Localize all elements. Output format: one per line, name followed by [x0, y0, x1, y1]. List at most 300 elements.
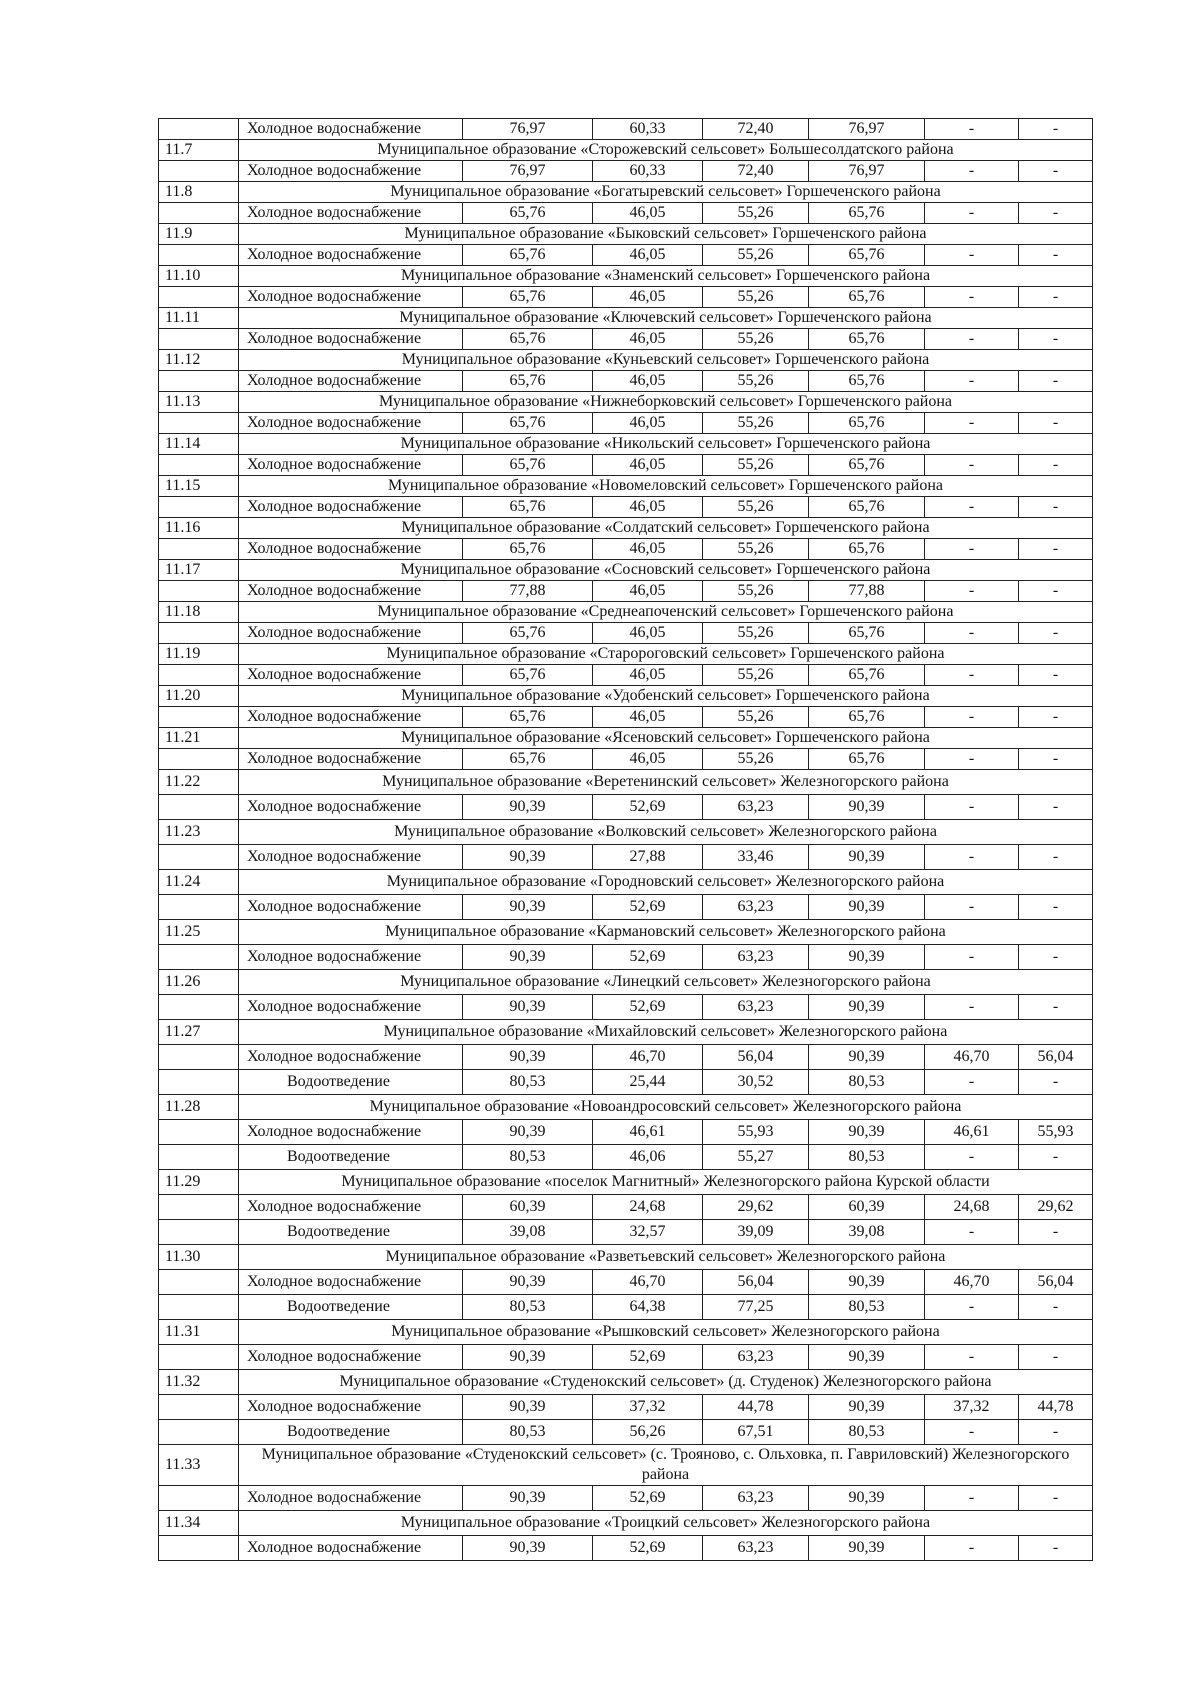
tariff-value-5: - — [925, 119, 1019, 140]
section-number: 11.32 — [159, 1370, 239, 1395]
section-number: 11.22 — [159, 770, 239, 795]
tariff-value-2: 25,44 — [593, 1070, 703, 1095]
tariff-value-1: 65,76 — [463, 539, 593, 560]
tariff-value-4: 65,76 — [809, 665, 925, 686]
service-row — [159, 995, 1093, 1020]
tariff-value-6: - — [1019, 665, 1093, 686]
tariff-value-4: 65,76 — [809, 455, 925, 476]
tariff-value-2: 64,38 — [593, 1295, 703, 1320]
tariff-value-6: - — [1019, 707, 1093, 728]
tariff-value-5: - — [925, 795, 1019, 820]
tariff-value-1: 77,88 — [463, 581, 593, 602]
service-name: Холодное водоснабжение — [239, 245, 463, 266]
service-name: Холодное водоснабжение — [239, 455, 463, 476]
empty-number-cell — [159, 371, 239, 392]
empty-number-cell — [159, 1486, 239, 1511]
section-header-row — [159, 770, 1093, 795]
tariff-value-2: 52,69 — [593, 895, 703, 920]
tariff-value-6: - — [1019, 119, 1093, 140]
section-number: 11.28 — [159, 1095, 239, 1120]
municipality-title: Муниципальное образование «Ясеновский сельсовет» Горшеченского района — [239, 728, 1093, 749]
service-row — [159, 497, 1093, 518]
tariff-value-1: 80,53 — [463, 1070, 593, 1095]
tariff-value-2: 46,05 — [593, 413, 703, 434]
service-name: Водоотведение — [239, 1070, 463, 1095]
service-row — [159, 1145, 1093, 1170]
service-row — [159, 1120, 1093, 1145]
tariff-value-5: - — [925, 749, 1019, 770]
tariff-value-4: 90,39 — [809, 1345, 925, 1370]
empty-number-cell — [159, 497, 239, 518]
tariff-value-3: 55,26 — [703, 203, 809, 224]
empty-number-cell — [159, 1070, 239, 1095]
service-row — [159, 1486, 1093, 1511]
tariff-value-5: - — [925, 665, 1019, 686]
tariff-value-2: 52,69 — [593, 945, 703, 970]
tariff-value-2: 60,33 — [593, 161, 703, 182]
empty-number-cell — [159, 623, 239, 644]
municipality-title: Муниципальное образование «Новомеловский сельсовет» Горшеченского района — [239, 476, 1093, 497]
tariff-value-4: 65,76 — [809, 749, 925, 770]
section-header-row — [159, 1370, 1093, 1395]
empty-number-cell — [159, 995, 239, 1020]
tariff-value-3: 67,51 — [703, 1420, 809, 1445]
tariff-value-6: - — [1019, 581, 1093, 602]
tariff-value-4: 80,53 — [809, 1145, 925, 1170]
tariff-value-6: - — [1019, 371, 1093, 392]
section-number: 11.26 — [159, 970, 239, 995]
section-header-row — [159, 434, 1093, 455]
tariff-value-5: - — [925, 707, 1019, 728]
tariff-value-2: 60,33 — [593, 119, 703, 140]
tariff-value-6: - — [1019, 1486, 1093, 1511]
tariff-value-1: 80,53 — [463, 1295, 593, 1320]
service-name: Холодное водоснабжение — [239, 329, 463, 350]
empty-number-cell — [159, 203, 239, 224]
tariff-value-4: 65,76 — [809, 497, 925, 518]
service-name: Холодное водоснабжение — [239, 1486, 463, 1511]
municipality-title: Муниципальное образование «Кармановский сельсовет» Железногорского района — [239, 920, 1093, 945]
service-row — [159, 455, 1093, 476]
empty-number-cell — [159, 119, 239, 140]
tariff-value-1: 65,76 — [463, 245, 593, 266]
tariff-table-body — [159, 119, 1093, 1561]
tariff-value-5: - — [925, 995, 1019, 1020]
tariff-value-2: 46,05 — [593, 623, 703, 644]
tariff-value-5: - — [925, 1070, 1019, 1095]
tariff-value-2: 46,05 — [593, 665, 703, 686]
tariff-value-1: 65,76 — [463, 371, 593, 392]
service-row — [159, 1195, 1093, 1220]
tariff-value-4: 65,76 — [809, 203, 925, 224]
service-row — [159, 1070, 1093, 1095]
tariff-value-5: - — [925, 1345, 1019, 1370]
tariff-value-1: 65,76 — [463, 329, 593, 350]
tariff-value-4: 90,39 — [809, 845, 925, 870]
section-number: 11.25 — [159, 920, 239, 945]
service-row — [159, 371, 1093, 392]
municipality-title: Муниципальное образование «Старороговский сельсовет» Горшеченского района — [239, 644, 1093, 665]
tariff-value-3: 39,09 — [703, 1220, 809, 1245]
tariff-value-3: 55,26 — [703, 287, 809, 308]
municipality-title: Муниципальное образование «Никольский сельсовет» Горшеченского района — [239, 434, 1093, 455]
tariff-value-6: - — [1019, 945, 1093, 970]
tariff-value-5: - — [925, 1295, 1019, 1320]
municipality-title: Муниципальное образование «Сосновский сельсовет» Горшеченского района — [239, 560, 1093, 581]
section-number: 11.10 — [159, 266, 239, 287]
tariff-value-5: - — [925, 1420, 1019, 1445]
empty-number-cell — [159, 581, 239, 602]
municipality-title: Муниципальное образование «Ключевский сельсовет» Горшеченского района — [239, 308, 1093, 329]
section-number: 11.18 — [159, 602, 239, 623]
tariff-value-2: 46,61 — [593, 1120, 703, 1145]
municipality-title: Муниципальное образование «Студенокский сельсовет» (с. Трояново, с. Ольховка, п. Гавриловский) Железногорского района — [239, 1445, 1093, 1486]
tariff-value-3: 63,23 — [703, 1345, 809, 1370]
service-row — [159, 1295, 1093, 1320]
tariff-value-5: - — [925, 1536, 1019, 1561]
tariff-value-4: 65,76 — [809, 245, 925, 266]
municipality-title: Муниципальное образование «Солдатский сельсовет» Горшеченского района — [239, 518, 1093, 539]
tariff-value-6: - — [1019, 1070, 1093, 1095]
section-header-row — [159, 182, 1093, 203]
tariff-value-3: 63,23 — [703, 1486, 809, 1511]
tariff-value-2: 37,32 — [593, 1395, 703, 1420]
service-row — [159, 581, 1093, 602]
section-number: 11.23 — [159, 820, 239, 845]
tariff-value-2: 52,69 — [593, 1345, 703, 1370]
tariff-value-4: 60,39 — [809, 1195, 925, 1220]
tariff-value-6: - — [1019, 497, 1093, 518]
tariff-value-4: 76,97 — [809, 119, 925, 140]
tariff-value-3: 55,26 — [703, 371, 809, 392]
service-name: Водоотведение — [239, 1420, 463, 1445]
section-number: 11.17 — [159, 560, 239, 581]
section-header-row — [159, 602, 1093, 623]
municipality-title: Муниципальное образование «Веретенинский сельсовет» Железногорского района — [239, 770, 1093, 795]
tariff-value-2: 52,69 — [593, 1536, 703, 1561]
empty-number-cell — [159, 413, 239, 434]
tariff-value-6: - — [1019, 1345, 1093, 1370]
section-header-row — [159, 1245, 1093, 1270]
tariff-value-5: - — [925, 539, 1019, 560]
tariff-value-5: - — [925, 287, 1019, 308]
service-row — [159, 1420, 1093, 1445]
tariff-value-4: 65,76 — [809, 413, 925, 434]
service-row — [159, 413, 1093, 434]
tariff-value-1: 90,39 — [463, 995, 593, 1020]
service-name: Холодное водоснабжение — [239, 1536, 463, 1561]
tariff-value-2: 56,26 — [593, 1420, 703, 1445]
tariff-value-5: - — [925, 1486, 1019, 1511]
empty-number-cell — [159, 1536, 239, 1561]
tariff-value-2: 46,05 — [593, 245, 703, 266]
service-row — [159, 1345, 1093, 1370]
service-row — [159, 795, 1093, 820]
tariff-value-5: - — [925, 497, 1019, 518]
municipality-title: Муниципальное образование «Новоандросовский сельсовет» Железногорского района — [239, 1095, 1093, 1120]
municipality-title: Муниципальное образование «Троицкий сельсовет» Железногорского района — [239, 1511, 1093, 1536]
section-header-row — [159, 820, 1093, 845]
tariff-value-1: 90,39 — [463, 845, 593, 870]
tariff-value-1: 60,39 — [463, 1195, 593, 1220]
section-header-row — [159, 1095, 1093, 1120]
tariff-value-3: 55,26 — [703, 749, 809, 770]
tariff-value-4: 65,76 — [809, 707, 925, 728]
section-number: 11.9 — [159, 224, 239, 245]
service-row — [159, 1395, 1093, 1420]
service-row — [159, 665, 1093, 686]
service-name: Холодное водоснабжение — [239, 895, 463, 920]
tariff-value-3: 55,26 — [703, 581, 809, 602]
tariff-value-1: 90,39 — [463, 795, 593, 820]
service-name: Холодное водоснабжение — [239, 845, 463, 870]
section-number: 11.8 — [159, 182, 239, 203]
tariff-value-1: 65,76 — [463, 413, 593, 434]
tariff-value-4: 90,39 — [809, 1270, 925, 1295]
service-row — [159, 203, 1093, 224]
tariff-value-2: 46,05 — [593, 371, 703, 392]
tariff-value-2: 46,05 — [593, 455, 703, 476]
tariff-value-4: 65,76 — [809, 371, 925, 392]
section-number: 11.21 — [159, 728, 239, 749]
tariff-value-4: 80,53 — [809, 1420, 925, 1445]
service-name: Холодное водоснабжение — [239, 1195, 463, 1220]
section-header-row — [159, 920, 1093, 945]
tariff-value-3: 29,62 — [703, 1195, 809, 1220]
tariff-value-1: 65,76 — [463, 455, 593, 476]
tariff-value-4: 65,76 — [809, 329, 925, 350]
tariff-value-1: 80,53 — [463, 1420, 593, 1445]
tariff-value-6: - — [1019, 245, 1093, 266]
tariff-value-3: 55,26 — [703, 329, 809, 350]
tariff-value-4: 90,39 — [809, 1045, 925, 1070]
empty-number-cell — [159, 539, 239, 560]
tariff-value-3: 55,26 — [703, 623, 809, 644]
section-number: 11.20 — [159, 686, 239, 707]
tariff-value-2: 46,06 — [593, 1145, 703, 1170]
service-name: Холодное водоснабжение — [239, 287, 463, 308]
tariff-value-4: 90,39 — [809, 1536, 925, 1561]
tariff-value-6: 29,62 — [1019, 1195, 1093, 1220]
tariff-value-2: 46,05 — [593, 203, 703, 224]
section-number: 11.19 — [159, 644, 239, 665]
tariff-value-5: - — [925, 1145, 1019, 1170]
tariff-value-3: 55,93 — [703, 1120, 809, 1145]
tariff-value-6: - — [1019, 1536, 1093, 1561]
service-name: Холодное водоснабжение — [239, 1345, 463, 1370]
tariff-value-3: 55,26 — [703, 413, 809, 434]
service-name: Холодное водоснабжение — [239, 795, 463, 820]
tariff-value-6: 56,04 — [1019, 1270, 1093, 1295]
tariff-value-5: 46,70 — [925, 1045, 1019, 1070]
tariff-value-4: 77,88 — [809, 581, 925, 602]
section-header-row — [159, 518, 1093, 539]
tariff-value-6: - — [1019, 995, 1093, 1020]
tariff-value-4: 65,76 — [809, 539, 925, 560]
tariff-value-2: 52,69 — [593, 1486, 703, 1511]
municipality-title: Муниципальное образование «поселок Магнитный» Железногорского района Курской области — [239, 1170, 1093, 1195]
tariff-value-1: 90,39 — [463, 1486, 593, 1511]
empty-number-cell — [159, 845, 239, 870]
section-header-row — [159, 644, 1093, 665]
tariff-value-6: - — [1019, 1145, 1093, 1170]
tariff-table — [158, 118, 1093, 1561]
section-header-row — [159, 1020, 1093, 1045]
service-name: Холодное водоснабжение — [239, 371, 463, 392]
tariff-value-6: - — [1019, 795, 1093, 820]
section-number: 11.15 — [159, 476, 239, 497]
tariff-value-2: 27,88 — [593, 845, 703, 870]
tariff-value-4: 65,76 — [809, 287, 925, 308]
tariff-value-5: - — [925, 623, 1019, 644]
tariff-value-3: 63,23 — [703, 895, 809, 920]
empty-number-cell — [159, 161, 239, 182]
section-header-row — [159, 1445, 1093, 1486]
tariff-value-1: 76,97 — [463, 161, 593, 182]
tariff-value-6: 44,78 — [1019, 1395, 1093, 1420]
tariff-value-3: 55,26 — [703, 539, 809, 560]
service-name: Холодное водоснабжение — [239, 623, 463, 644]
section-number: 11.30 — [159, 1245, 239, 1270]
empty-number-cell — [159, 1420, 239, 1445]
section-number: 11.29 — [159, 1170, 239, 1195]
tariff-value-4: 90,39 — [809, 1486, 925, 1511]
tariff-value-5: - — [925, 203, 1019, 224]
section-number: 11.7 — [159, 140, 239, 161]
tariff-value-6: - — [1019, 287, 1093, 308]
tariff-value-1: 90,39 — [463, 945, 593, 970]
tariff-value-1: 39,08 — [463, 1220, 593, 1245]
tariff-value-1: 90,39 — [463, 1395, 593, 1420]
tariff-value-1: 65,76 — [463, 497, 593, 518]
service-row — [159, 161, 1093, 182]
tariff-value-5: 37,32 — [925, 1395, 1019, 1420]
tariff-value-3: 33,46 — [703, 845, 809, 870]
section-header-row — [159, 686, 1093, 707]
service-name: Холодное водоснабжение — [239, 1270, 463, 1295]
tariff-value-2: 52,69 — [593, 795, 703, 820]
municipality-title: Муниципальное образование «Удобенский сельсовет» Горшеченского района — [239, 686, 1093, 707]
tariff-value-3: 77,25 — [703, 1295, 809, 1320]
service-row — [159, 1045, 1093, 1070]
tariff-value-6: - — [1019, 1420, 1093, 1445]
municipality-title: Муниципальное образование «Быковский сельсовет» Горшеченского района — [239, 224, 1093, 245]
tariff-value-5: - — [925, 371, 1019, 392]
municipality-title: Муниципальное образование «Студенокский сельсовет» (д. Студенок) Железногорского района — [239, 1370, 1093, 1395]
tariff-value-2: 24,68 — [593, 1195, 703, 1220]
service-name: Холодное водоснабжение — [239, 707, 463, 728]
section-header-row — [159, 476, 1093, 497]
tariff-value-1: 65,76 — [463, 623, 593, 644]
tariff-value-1: 76,97 — [463, 119, 593, 140]
tariff-value-5: 46,70 — [925, 1270, 1019, 1295]
tariff-value-1: 90,39 — [463, 1536, 593, 1561]
empty-number-cell — [159, 329, 239, 350]
empty-number-cell — [159, 287, 239, 308]
tariff-value-2: 46,70 — [593, 1045, 703, 1070]
section-header-row — [159, 266, 1093, 287]
tariff-value-6: - — [1019, 413, 1093, 434]
tariff-value-4: 65,76 — [809, 623, 925, 644]
service-row — [159, 329, 1093, 350]
section-header-row — [159, 308, 1093, 329]
tariff-value-2: 46,05 — [593, 707, 703, 728]
tariff-value-5: - — [925, 1220, 1019, 1245]
tariff-value-3: 55,26 — [703, 455, 809, 476]
empty-number-cell — [159, 895, 239, 920]
service-name: Холодное водоснабжение — [239, 945, 463, 970]
tariff-value-1: 65,76 — [463, 203, 593, 224]
service-name: Водоотведение — [239, 1220, 463, 1245]
empty-number-cell — [159, 1220, 239, 1245]
tariff-value-5: - — [925, 455, 1019, 476]
empty-number-cell — [159, 749, 239, 770]
municipality-title: Муниципальное образование «Волковский сельсовет» Железногорского района — [239, 820, 1093, 845]
section-header-row — [159, 350, 1093, 371]
service-name: Холодное водоснабжение — [239, 749, 463, 770]
tariff-value-1: 80,53 — [463, 1145, 593, 1170]
section-header-row — [159, 392, 1093, 413]
municipality-title: Муниципальное образование «Среднеапоченский сельсовет» Горшеченского района — [239, 602, 1093, 623]
empty-number-cell — [159, 1120, 239, 1145]
municipality-title: Муниципальное образование «Михайловский сельсовет» Железногорского района — [239, 1020, 1093, 1045]
tariff-value-5: - — [925, 161, 1019, 182]
section-header-row — [159, 728, 1093, 749]
service-row — [159, 245, 1093, 266]
section-number: 11.14 — [159, 434, 239, 455]
tariff-value-5: - — [925, 895, 1019, 920]
service-name: Водоотведение — [239, 1295, 463, 1320]
section-header-row — [159, 140, 1093, 161]
tariff-value-6: - — [1019, 845, 1093, 870]
service-name: Холодное водоснабжение — [239, 1045, 463, 1070]
tariff-value-3: 44,78 — [703, 1395, 809, 1420]
empty-number-cell — [159, 1045, 239, 1070]
municipality-title: Муниципальное образование «Городновский сельсовет» Железногорского района — [239, 870, 1093, 895]
tariff-value-2: 46,05 — [593, 497, 703, 518]
tariff-value-6: - — [1019, 539, 1093, 560]
tariff-value-5: 46,61 — [925, 1120, 1019, 1145]
section-header-row — [159, 970, 1093, 995]
tariff-value-6: - — [1019, 1295, 1093, 1320]
tariff-value-2: 46,05 — [593, 749, 703, 770]
service-row — [159, 119, 1093, 140]
municipality-title: Муниципальное образование «Сторожевский сельсовет» Большесолдатского района — [239, 140, 1093, 161]
tariff-value-4: 76,97 — [809, 161, 925, 182]
municipality-title: Муниципальное образование «Рышковский сельсовет» Железногорского района — [239, 1320, 1093, 1345]
empty-number-cell — [159, 245, 239, 266]
tariff-value-1: 65,76 — [463, 749, 593, 770]
tariff-value-3: 56,04 — [703, 1045, 809, 1070]
tariff-value-3: 55,26 — [703, 245, 809, 266]
tariff-value-3: 63,23 — [703, 995, 809, 1020]
tariff-value-3: 55,26 — [703, 665, 809, 686]
tariff-value-1: 90,39 — [463, 895, 593, 920]
empty-number-cell — [159, 1345, 239, 1370]
tariff-value-5: - — [925, 581, 1019, 602]
service-row — [159, 749, 1093, 770]
service-name: Холодное водоснабжение — [239, 413, 463, 434]
tariff-value-5: - — [925, 329, 1019, 350]
tariff-value-6: 55,93 — [1019, 1120, 1093, 1145]
service-row — [159, 707, 1093, 728]
section-number: 11.34 — [159, 1511, 239, 1536]
empty-number-cell — [159, 455, 239, 476]
tariff-value-3: 55,27 — [703, 1145, 809, 1170]
section-number: 11.27 — [159, 1020, 239, 1045]
section-number: 11.12 — [159, 350, 239, 371]
tariff-value-1: 65,76 — [463, 287, 593, 308]
